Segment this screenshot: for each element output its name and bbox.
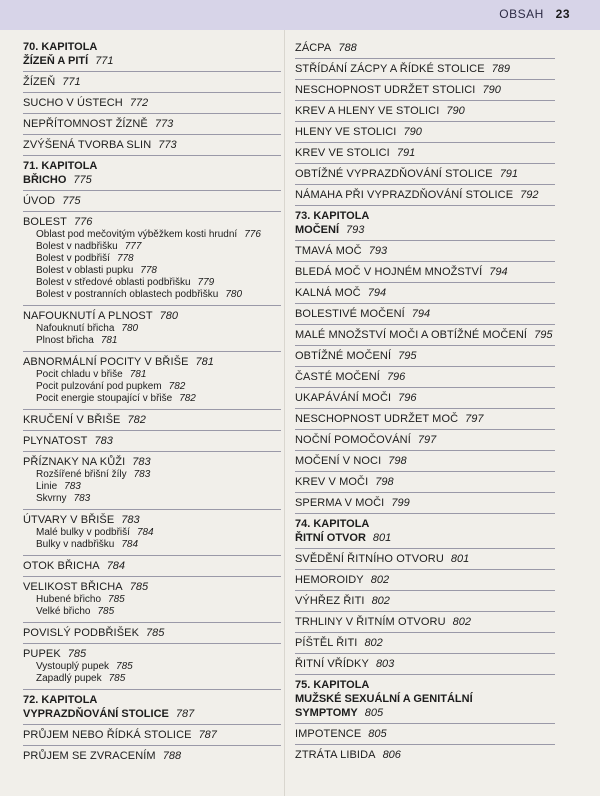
entry-line (23, 435, 281, 448)
entry-line (295, 63, 555, 76)
entry-line (295, 308, 555, 321)
subentry-page: 785 (116, 661, 133, 672)
page-number: 23 (555, 7, 570, 21)
toc-entry (295, 324, 555, 345)
chapter-title-line (295, 223, 555, 237)
entry-title: KALNÁ MOČ (295, 287, 361, 299)
toc-subentry (23, 469, 281, 481)
entry-line (23, 76, 281, 89)
chapter-number: 75. KAPITOLA (295, 679, 370, 691)
toc-subentry (23, 661, 281, 673)
chapter-title-line (23, 173, 281, 187)
toc-entry (295, 261, 555, 282)
toc-subentry (23, 323, 281, 335)
subentry-page: 779 (197, 277, 215, 288)
entry-line (23, 750, 281, 763)
entry-page: 783 (121, 514, 140, 526)
entry-line (23, 356, 281, 369)
entry-page: 772 (129, 97, 149, 109)
entry-title: ZÁCPA (295, 42, 332, 54)
chapter-title-line (23, 54, 281, 68)
entry-title: KREV VE STOLICI (295, 147, 390, 159)
entry-page: 787 (198, 729, 217, 741)
entry-line (295, 371, 555, 384)
entry-page: 798 (388, 455, 407, 467)
entry-title: NESCHOPNOST UDRŽET STOLICI (295, 84, 476, 96)
subentry-title: Plnost břicha (36, 335, 94, 346)
entry-page: 782 (127, 414, 146, 426)
entry-page: 794 (367, 287, 387, 299)
entry-page: 790 (403, 126, 422, 138)
subentry-title: Vystouplý pupek (36, 661, 110, 672)
entry-title: OBTÍŽNÉ VYPRAZDŇOVÁNÍ STOLICE (295, 168, 493, 180)
chapter-number: 70. KAPITOLA (23, 41, 98, 53)
subentry-title: Pocit pulzování pod pupkem (36, 381, 162, 392)
toc-subentry (23, 594, 281, 606)
subentry-page: 783 (133, 469, 151, 480)
subentry-page: 781 (100, 335, 118, 346)
toc-entry (295, 408, 555, 429)
toc-entry (295, 744, 555, 765)
toc-chapter (295, 205, 555, 240)
entry-line (295, 126, 555, 139)
entry-line (23, 560, 281, 573)
subentry-title: Zapadlý pupek (36, 673, 102, 684)
toc-entry (295, 38, 555, 58)
toc-entry (295, 163, 555, 184)
chapter-title: BŘICHO (23, 174, 67, 186)
entry-page: 776 (74, 216, 93, 228)
entry-page: 790 (482, 84, 501, 96)
entry-line (23, 195, 281, 208)
subentry-page: 785 (97, 606, 115, 617)
chapter-title: MOČENÍ (295, 224, 339, 236)
entry-line (23, 139, 281, 152)
entry-title: KREV A HLENY VE STOLICI (295, 105, 440, 117)
entry-line (23, 310, 281, 323)
entry-title: NESCHOPNOST UDRŽET MOČ (295, 413, 459, 425)
toc-entry (295, 429, 555, 450)
toc-subentry (23, 265, 281, 277)
toc-entry (23, 724, 281, 745)
entry-page: 792 (520, 189, 539, 201)
entry-line (295, 245, 555, 258)
entry-page: 796 (386, 371, 406, 383)
chapter-page: 805 (364, 707, 384, 719)
toc-subentry (23, 673, 281, 685)
entry-page: 794 (411, 308, 431, 320)
entry-title: PRŮJEM SE ZVRACENÍM (23, 750, 156, 762)
entry-title: VELIKOST BŘICHA (23, 581, 123, 593)
entry-title: KREV V MOČI (295, 476, 369, 488)
entry-page: 785 (67, 648, 87, 660)
entry-page: 785 (146, 627, 165, 639)
chapter-title: ŽÍZEŇ A PITÍ (23, 55, 89, 67)
subentry-page: 785 (108, 594, 125, 605)
toc-entry (295, 121, 555, 142)
chapter-page: 775 (73, 174, 92, 186)
toc-subentry (23, 289, 281, 301)
toc-entry (295, 240, 555, 261)
entry-line (295, 147, 555, 160)
entry-title: OBTÍŽNÉ MOČENÍ (295, 350, 392, 362)
entry-line (295, 728, 555, 741)
toc-entry (295, 387, 555, 408)
entry-line (295, 413, 555, 426)
toc-entry (23, 745, 281, 766)
entry-line (295, 497, 555, 510)
toc-entry (23, 555, 281, 576)
subentry-title: Bolest v postranních oblastech podbřišku (36, 289, 219, 300)
page-fold-divider (284, 30, 285, 796)
chapter-page: 771 (95, 55, 114, 67)
entry-title: PRŮJEM NEBO ŘÍDKÁ STOLICE (23, 729, 192, 741)
subentry-page: 783 (64, 481, 81, 492)
toc-entry (295, 303, 555, 324)
entry-title: ŽÍZEŇ (23, 76, 56, 88)
subentry-page: 778 (116, 253, 134, 264)
toc-subentry (23, 527, 281, 539)
entry-page: 802 (364, 637, 383, 649)
entry-page: 803 (375, 658, 395, 670)
toc-entry (295, 345, 555, 366)
entry-page: 796 (398, 392, 417, 404)
toc-entry (295, 590, 555, 611)
chapter-number: 71. KAPITOLA (23, 160, 98, 172)
toc-chapter (295, 674, 555, 723)
toc-entry (295, 611, 555, 632)
entry-title: TRHLINY V ŘITNÍM OTVORU (295, 616, 446, 628)
entry-line (295, 329, 555, 342)
entry-page: 780 (159, 310, 179, 322)
entry-page: 771 (62, 76, 81, 88)
toc-entry (295, 548, 555, 569)
entry-title: SUCHO V ÚSTECH (23, 97, 123, 109)
toc-entry (23, 509, 281, 555)
entry-page: 794 (489, 266, 508, 278)
toc-entry (295, 100, 555, 121)
subentry-title: Malé bulky v podbřiší (36, 527, 130, 538)
entry-title: NEPŘÍTOMNOST ŽÍZNĚ (23, 118, 148, 130)
entry-page: 791 (396, 147, 416, 159)
entry-page: 788 (338, 42, 357, 54)
entry-title: BLEDÁ MOČ V HOJNÉM MNOŽSTVÍ (295, 266, 483, 278)
entry-title: ZTRÁTA LIBIDA (295, 749, 376, 761)
toc-entry (295, 723, 555, 744)
entry-title: ABNORMÁLNÍ POCITY V BŘIŠE (23, 356, 189, 368)
toc-entry (23, 211, 281, 305)
entry-line (295, 392, 555, 405)
entry-line (23, 514, 281, 527)
toc-entry (295, 653, 555, 674)
subentry-title: Bolest v nadbřišku (36, 241, 118, 252)
entry-line (295, 658, 555, 671)
entry-line (295, 553, 555, 566)
entry-page: 797 (417, 434, 437, 446)
subentry-page: 780 (121, 323, 139, 334)
entry-line (23, 97, 281, 110)
entry-page: 802 (370, 574, 390, 586)
subentry-title: Rozšířené břišní žíly (36, 469, 127, 480)
entry-title: PLYNATOST (23, 435, 88, 447)
entry-page: 791 (499, 168, 519, 180)
entry-title: POVISLÝ PODBŘIŠEK (23, 627, 140, 639)
toc-left-column (23, 37, 281, 766)
subentry-page: 784 (121, 539, 139, 550)
toc-chapter (23, 37, 281, 71)
toc-entry (23, 351, 281, 409)
toc-right-column (295, 38, 555, 765)
entry-page: 799 (391, 497, 410, 509)
entry-title: TMAVÁ MOČ (295, 245, 362, 257)
toc-subentry (23, 335, 281, 347)
entry-page: 802 (452, 616, 471, 628)
entry-title: ÚTVARY V BŘIŠE (23, 514, 115, 526)
toc-entry (295, 282, 555, 303)
entry-title: BOLESTIVÉ MOČENÍ (295, 308, 405, 320)
chapter-title: ŘITNÍ OTVOR (295, 532, 366, 544)
toc-entry (295, 79, 555, 100)
entry-title: IMPOTENCE (295, 728, 362, 740)
subentry-title: Pocit energie stoupající v břiše (36, 393, 173, 404)
toc-entry (23, 134, 281, 155)
chapter-title: MUŽSKÉ SEXUÁLNÍ A GENITÁLNÍ SYMPTOMY (295, 693, 473, 719)
entry-title: MOČENÍ V NOCI (295, 455, 382, 467)
toc-subentry (23, 229, 281, 241)
toc-entry (295, 366, 555, 387)
entry-title: BOLEST (23, 216, 68, 228)
toc-chapter (295, 513, 555, 548)
chapter-page: 787 (175, 708, 195, 720)
entry-title: HLENY VE STOLICI (295, 126, 397, 138)
entry-page: 795 (534, 329, 553, 341)
toc-subentry (23, 241, 281, 253)
entry-line (23, 216, 281, 229)
entry-page: 805 (368, 728, 387, 740)
entry-line (295, 350, 555, 363)
toc-entry (23, 113, 281, 134)
entry-page: 793 (368, 245, 388, 257)
toc-entry (23, 305, 281, 351)
subentry-title: Velké břicho (36, 606, 91, 617)
toc-subentry (23, 369, 281, 381)
toc-subentry (23, 539, 281, 551)
entry-line (23, 648, 281, 661)
entry-line (23, 414, 281, 427)
subentry-page: 782 (179, 393, 196, 404)
entry-line (295, 749, 555, 762)
toc-entry (295, 492, 555, 513)
toc-entry (23, 71, 281, 92)
subentry-title: Pocit chladu v břiše (36, 369, 123, 380)
subentry-title: Skvrny (36, 493, 67, 504)
subentry-page: 776 (244, 229, 261, 240)
entry-line (23, 729, 281, 742)
chapter-title-line (23, 707, 281, 721)
toc-subentry (23, 277, 281, 289)
entry-title: SVĚDĚNÍ ŘITNÍHO OTVORU (295, 553, 444, 565)
subentry-page: 782 (168, 381, 186, 392)
entry-line (295, 595, 555, 608)
entry-title: HEMOROIDY (295, 574, 364, 586)
entry-title: KRUČENÍ V BŘIŠE (23, 414, 121, 426)
toc-subentry (23, 393, 281, 405)
entry-page: 798 (375, 476, 394, 488)
entry-line (295, 105, 555, 118)
toc-entry (23, 451, 281, 509)
toc-entry (23, 190, 281, 211)
toc-subentry (23, 481, 281, 493)
entry-title: UKAPÁVÁNÍ MOČI (295, 392, 392, 404)
toc-chapter (23, 155, 281, 190)
entry-title: ČASTÉ MOČENÍ (295, 371, 380, 383)
entry-line (23, 118, 281, 131)
entry-page: 784 (106, 560, 126, 572)
toc-chapter (23, 689, 281, 724)
toc-entry (295, 471, 555, 492)
entry-page: 775 (62, 195, 81, 207)
entry-line (295, 168, 555, 181)
subentry-title: Bolest v středové oblasti podbřišku (36, 277, 191, 288)
toc-entry (295, 184, 555, 205)
subentry-title: Bolest v oblasti pupku (36, 265, 134, 276)
entry-line (295, 189, 555, 202)
subentry-page: 777 (124, 241, 142, 252)
chapter-title-line (295, 531, 555, 545)
toc-subentry (23, 381, 281, 393)
entry-title: VÝHŘEZ ŘITI (295, 595, 365, 607)
toc-entry (23, 576, 281, 622)
chapter-number: 73. KAPITOLA (295, 210, 370, 222)
chapter-number: 72. KAPITOLA (23, 694, 98, 706)
subentry-title: Linie (36, 481, 58, 492)
entry-page: 781 (195, 356, 214, 368)
entry-line (23, 456, 281, 469)
subentry-title: Oblast pod mečovitým výběžkem kosti hrudní (36, 229, 238, 240)
subentry-page: 785 (108, 673, 126, 684)
subentry-title: Bolest v podbřiší (36, 253, 110, 264)
entry-line (295, 84, 555, 97)
running-header (499, 7, 570, 21)
entry-title: PUPEK (23, 648, 61, 660)
entry-page: 802 (371, 595, 390, 607)
subentry-page: 784 (136, 527, 154, 538)
subentry-title: Bulky v nadbřišku (36, 539, 115, 550)
entry-page: 783 (94, 435, 113, 447)
entry-page: 795 (398, 350, 417, 362)
entry-page: 773 (158, 139, 177, 151)
entry-title: NOČNÍ POMOČOVÁNÍ (295, 434, 411, 446)
chapter-title: VYPRAZDŇOVÁNÍ STOLICE (23, 708, 169, 720)
entry-line (295, 42, 555, 55)
entry-title: PŘÍZNAKY NA KŮŽI (23, 456, 126, 468)
entry-page: 785 (129, 581, 149, 593)
toc-subentry (23, 253, 281, 265)
entry-line (295, 434, 555, 447)
toc-entry (295, 450, 555, 471)
entry-line (295, 616, 555, 629)
entry-line (295, 266, 555, 279)
toc-entry (23, 430, 281, 451)
entry-page: 806 (382, 749, 401, 761)
entry-title: NAFOUKNUTÍ A PLNOST (23, 310, 153, 322)
toc-entry (295, 632, 555, 653)
entry-line (295, 476, 555, 489)
toc-entry (23, 409, 281, 430)
entry-page: 788 (162, 750, 182, 762)
entry-line (295, 637, 555, 650)
subentry-title: Hubené břicho (36, 594, 102, 605)
toc-subentry (23, 493, 281, 505)
subentry-page: 778 (140, 265, 157, 276)
entry-title: OTOK BŘICHA (23, 560, 100, 572)
subentry-title: Nafouknutí břicha (36, 323, 115, 334)
entry-line (23, 581, 281, 594)
entry-title: MALÉ MNOŽSTVÍ MOČI A OBTÍŽNÉ MOČENÍ (295, 329, 528, 341)
entry-line (295, 574, 555, 587)
toc-entry (295, 569, 555, 590)
subentry-page: 781 (129, 369, 147, 380)
chapter-page: 801 (372, 532, 392, 544)
toc-entry (23, 92, 281, 113)
subentry-page: 780 (225, 289, 243, 300)
toc-entry (23, 622, 281, 643)
toc-entry (295, 142, 555, 163)
entry-line (295, 455, 555, 468)
entry-page: 790 (446, 105, 465, 117)
entry-page: 789 (491, 63, 511, 75)
entry-page: 773 (154, 118, 174, 130)
toc-entry (23, 643, 281, 689)
entry-title: SPERMA V MOČI (295, 497, 385, 509)
entry-title: PÍŠTĚL ŘITI (295, 637, 358, 649)
chapter-number: 74. KAPITOLA (295, 518, 370, 530)
entry-page: 797 (465, 413, 484, 425)
entry-title: ŘITNÍ VŘÍDKY (295, 658, 369, 670)
subentry-page: 783 (73, 493, 91, 504)
toc-entry (295, 58, 555, 79)
entry-line (295, 287, 555, 300)
toc-subentry (23, 606, 281, 618)
entry-title: STŘÍDÁNÍ ZÁCPY A ŘÍDKÉ STOLICE (295, 63, 485, 75)
entry-page: 783 (132, 456, 151, 468)
entry-page: 801 (450, 553, 470, 565)
section-title: OBSAH (499, 7, 544, 21)
chapter-title-line (295, 692, 555, 720)
chapter-page: 793 (346, 224, 365, 236)
entry-title: ZVÝŠENÁ TVORBA SLIN (23, 139, 152, 151)
entry-title: NÁMAHA PŘI VYPRAZDŇOVÁNÍ STOLICE (295, 189, 514, 201)
entry-line (23, 627, 281, 640)
entry-title: ÚVOD (23, 195, 56, 207)
